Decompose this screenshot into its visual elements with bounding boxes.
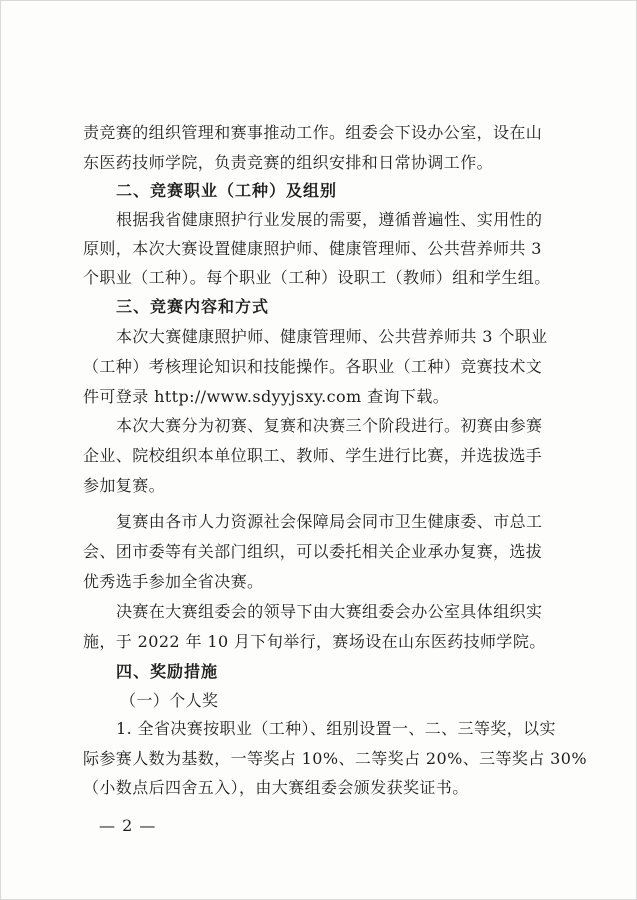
paragraph-line: （小数点后四舍五入），由大赛组委会颁发获奖证书。 [83, 778, 469, 797]
section-heading-4: 四、奖励措施 [116, 662, 219, 681]
paragraph-line: 企业、院校组织本单位职工、教师、学生进行比赛，并选拔选手 [83, 446, 543, 465]
page-number: — 2 — [99, 816, 157, 835]
section-heading-2: 二、竞赛职业（工种）及组别 [116, 181, 338, 200]
paragraph-line: 东医药技师学院，负责竞赛的组织安排和日常协调工作。 [83, 153, 494, 172]
paragraph-line: 本次大赛分为初赛、复赛和决赛三个阶段进行。初赛由参赛 [116, 416, 543, 435]
paragraph-line: 责竞赛的组织管理和赛事推动工作。组委会下设办公室，设在山 [83, 123, 543, 142]
paragraph-line: 1. 全省决赛按职业（工种）、组别设置一、二、三等奖，以实 [116, 719, 556, 738]
paragraph-line: 优秀选手参加全省决赛。 [83, 572, 264, 591]
paragraph-line: 决赛在大赛组委会的领导下由大赛组委会办公室具体组织实 [116, 602, 543, 621]
paragraph-line: 施，于 2022 年 10 月下旬举行，赛场设在山东医药技师学院。 [83, 632, 546, 651]
paragraph-line: 原则，本次大赛设置健康照护师、健康管理师、公共营养师共 3 [83, 239, 542, 258]
paragraph-line: （工种）考核理论知识和技能操作。各职业（工种）竞赛技术文 [83, 357, 543, 376]
paragraph-line: 复赛由各市人力资源社会保障局会同市卫生健康委、市总工 [116, 512, 543, 531]
paragraph-line: 会、团市委等有关部门组织，可以委托相关企业承办复赛，选拔 [83, 542, 543, 561]
subsection-heading: （一）个人奖 [120, 691, 219, 710]
paragraph-line: 个职业（工种）。每个职业（工种）设职工（教师）组和学生组。 [83, 268, 551, 287]
paragraph-line: 根据我省健康照护行业发展的需要，遵循普遍性、实用性的 [116, 210, 543, 229]
paragraph-line: 本次大赛健康照护师、健康管理师、公共营养师共 3 个职业 [116, 327, 548, 346]
paragraph-line: 件可登录 http://www.sdyyjsxy.com 查询下载。 [83, 387, 450, 406]
paragraph-line: 参加复赛。 [83, 476, 166, 495]
section-heading-3: 三、竞赛内容和方式 [116, 297, 270, 316]
paragraph-line: 际参赛人数为基数，一等奖占 10%、二等奖占 20%、三等奖占 30% [83, 749, 587, 768]
